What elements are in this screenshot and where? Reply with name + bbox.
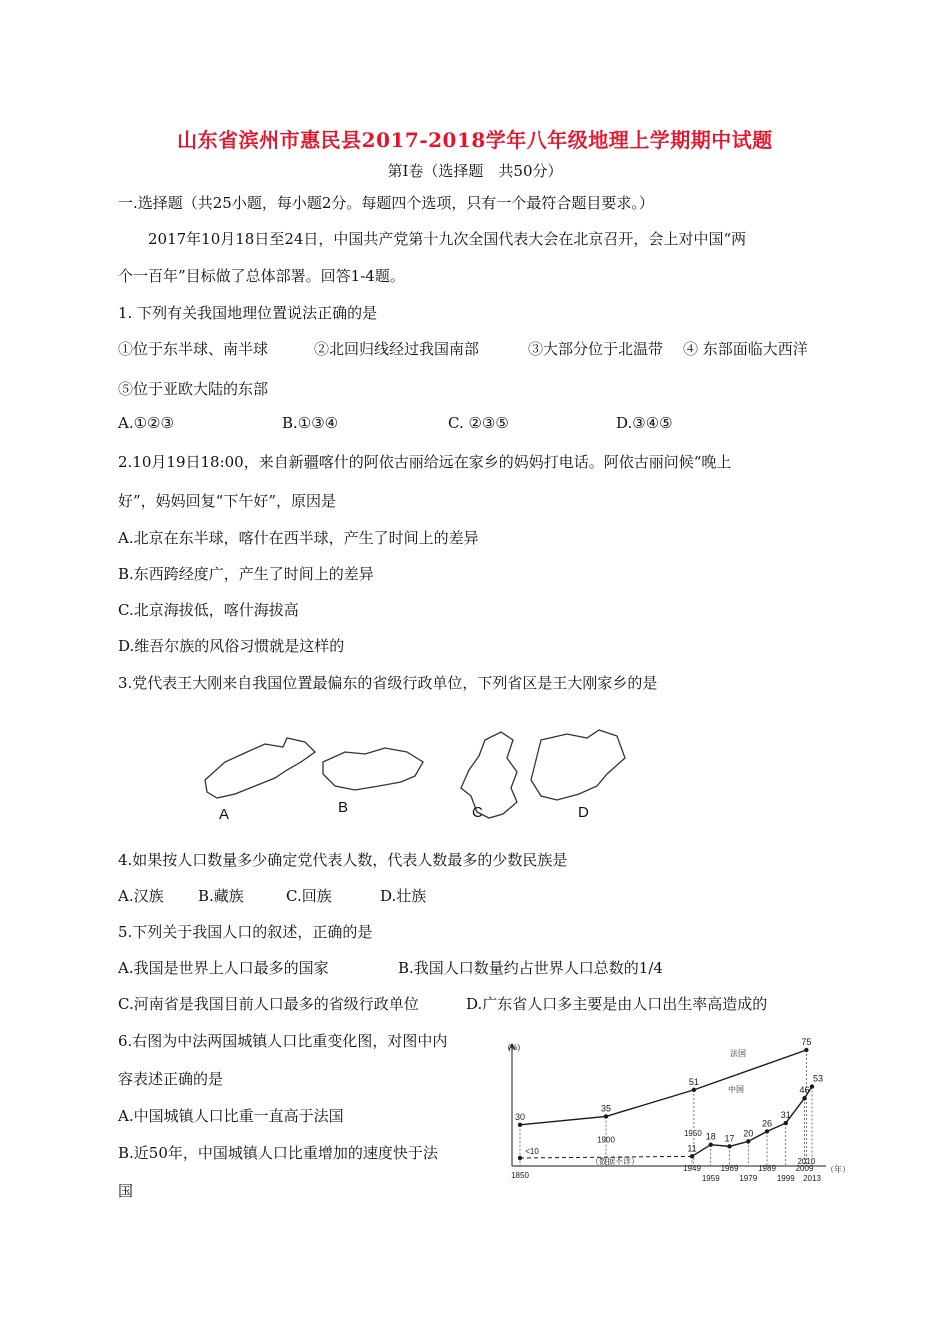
question-6-stem-2: 容表述正确的是 (118, 1070, 224, 1088)
x-axis-label: （年） (826, 1165, 850, 1174)
x-tick-label: 1969 (720, 1164, 739, 1173)
map-label-c: C (472, 804, 483, 821)
x-tick-label: 2010 (797, 1157, 816, 1166)
question-1-items (118, 338, 838, 358)
x-tick-label: 1950 (683, 1128, 702, 1138)
data-label-china: 11 (687, 1143, 697, 1154)
question-1-stem: 1. 下列有关我国地理位置说法正确的是 (118, 304, 378, 322)
question-2-option-c: C.北京海拔低，喀什海拔高 (118, 601, 299, 619)
province-outline-hubei (323, 748, 423, 790)
question-2-stem-1: 2.10月19日18:00，来自新疆喀什的阿依古丽给远在家乡的妈妈打电话。阿依古丽问候“晚上 (118, 453, 732, 471)
x-tick-label: 1949 (683, 1164, 701, 1173)
question-6-option-b-cont: 国 (118, 1182, 134, 1200)
q1-item: ①位于东半球、南半球 (118, 340, 269, 358)
question-6-option-a: A.中国城镇人口比重一直高于法国 (118, 1107, 344, 1125)
x-tick-label: 2009 (795, 1164, 814, 1173)
data-label-france: 75 (801, 1037, 812, 1047)
section-subtitle: 第Ⅰ卷（选择题 共50分） (387, 162, 563, 180)
data-label-china: 31 (780, 1110, 791, 1121)
series-line-france (520, 1050, 806, 1125)
map-label-b: B (338, 799, 349, 816)
x-tick-label: 1999 (776, 1174, 795, 1183)
question-2-option-d: D.维吾尔族的风俗习惯就是这样的 (118, 637, 345, 655)
question-4-options (118, 885, 518, 905)
x-tick-label: 1979 (739, 1174, 758, 1183)
option-b: B.我国人口数量约占世界人口总数的1/4 (398, 959, 663, 977)
option-c: C.回族 (286, 887, 332, 905)
option-d: D.③④⑤ (616, 414, 673, 432)
data-label-france: 30 (514, 1111, 526, 1122)
question-6-stem-1: 6.右图为中法两国城镇人口比重变化图，对图中内 (118, 1032, 448, 1050)
option-a: A.汉族 (118, 887, 164, 905)
data-point-china (518, 1156, 522, 1160)
series-name-china: 中国 (728, 1085, 744, 1094)
q1-item: ④ 东部面临大西洋 (683, 340, 808, 358)
question-1-options (118, 414, 818, 434)
page-title: 山东省滨州市惠民县2017-2018学年八年级地理上学期期中试题 (177, 128, 773, 152)
option-c: C. ②③⑤ (448, 414, 509, 432)
option-c: C.河南省是我国目前人口最多的省级行政单位 (118, 995, 419, 1013)
question-5-stem: 5.下列关于我国人口的叙述，正确的是 (118, 923, 373, 941)
y-axis-label: (%) (507, 1043, 521, 1052)
data-label-france: 51 (688, 1076, 699, 1087)
question-5-options-1 (118, 957, 818, 977)
x-tick-label: 1989 (758, 1164, 776, 1173)
question-4-stem: 4.如果按人口数量多少确定党代表人数，代表人数最多的少数民族是 (118, 851, 568, 869)
question-2-option-b: B.东西跨经度广，产生了时间上的差异 (118, 565, 374, 583)
province-outline-shanxi (461, 732, 517, 818)
option-a: A.我国是世界上人口最多的国家 (118, 959, 329, 977)
option-b: B.藏族 (198, 887, 244, 905)
map-label-d: D (578, 804, 589, 821)
intro-line-2: 个一百年”目标做了总体部署。回答1-4题。 (118, 267, 405, 285)
question-2-stem-2: 好”，妈妈回复“下午好”，原因是 (118, 492, 337, 510)
option-b: B.①③④ (282, 414, 339, 432)
option-d: D.壮族 (380, 887, 427, 905)
intro-line-1: 2017年10月18日至24日，中国共产党第十九次全国代表大会在北京召开，会上对中国“两 (148, 230, 747, 248)
urbanization-line-chart (490, 1036, 850, 1186)
data-label-china: 46 (799, 1085, 810, 1096)
question-1-item-5: ⑤位于亚欧大陆的东部 (118, 380, 269, 398)
section-instruction: 一.选择题（共25小题，每小题2分。每题四个选项，只有一个最符合题目要求。） (118, 194, 654, 212)
q1-item: ②北回归线经过我国南部 (314, 340, 480, 358)
data-label-china: 53 (812, 1073, 824, 1084)
data-label-china: 18 (705, 1131, 716, 1142)
question-6-option-b: B.近50年，中国城镇人口比重增加的速度快于法 (118, 1144, 438, 1162)
x-tick-label: 2013 (803, 1174, 821, 1183)
x-tick-label: 1900 (597, 1135, 615, 1145)
option-a: A.①②③ (118, 414, 174, 432)
data-label-china: 17 (724, 1133, 735, 1144)
option-d: D.广东省人口多主要是由人口出生率高造成的 (466, 995, 768, 1013)
data-label-china: 26 (761, 1118, 773, 1129)
x-tick-label: 1850 (511, 1171, 529, 1180)
series-name-france: 法国 (730, 1049, 746, 1058)
province-outline-shandong (205, 738, 315, 798)
question-5-options-2 (118, 993, 818, 1013)
question-2-option-a: A.北京在东半球，喀什在西半球，产生了时间上的差异 (118, 529, 479, 547)
data-label-france: 35 (600, 1103, 612, 1114)
province-outline-heilongjiang (531, 730, 625, 800)
x-tick-label: 1959 (701, 1174, 720, 1183)
question-3-stem: 3.党代表王大刚来自我国位置最偏东的省级行政单位，下列省区是王大刚家乡的是 (118, 674, 658, 692)
data-label-china: <10 (525, 1147, 539, 1156)
data-label-china: 20 (743, 1128, 754, 1139)
chart-annotation: （数据不详） (591, 1157, 639, 1166)
q1-item: ③大部分位于北温带 (528, 340, 664, 358)
map-label-a: A (219, 806, 230, 823)
province-outline-maps (195, 722, 635, 832)
